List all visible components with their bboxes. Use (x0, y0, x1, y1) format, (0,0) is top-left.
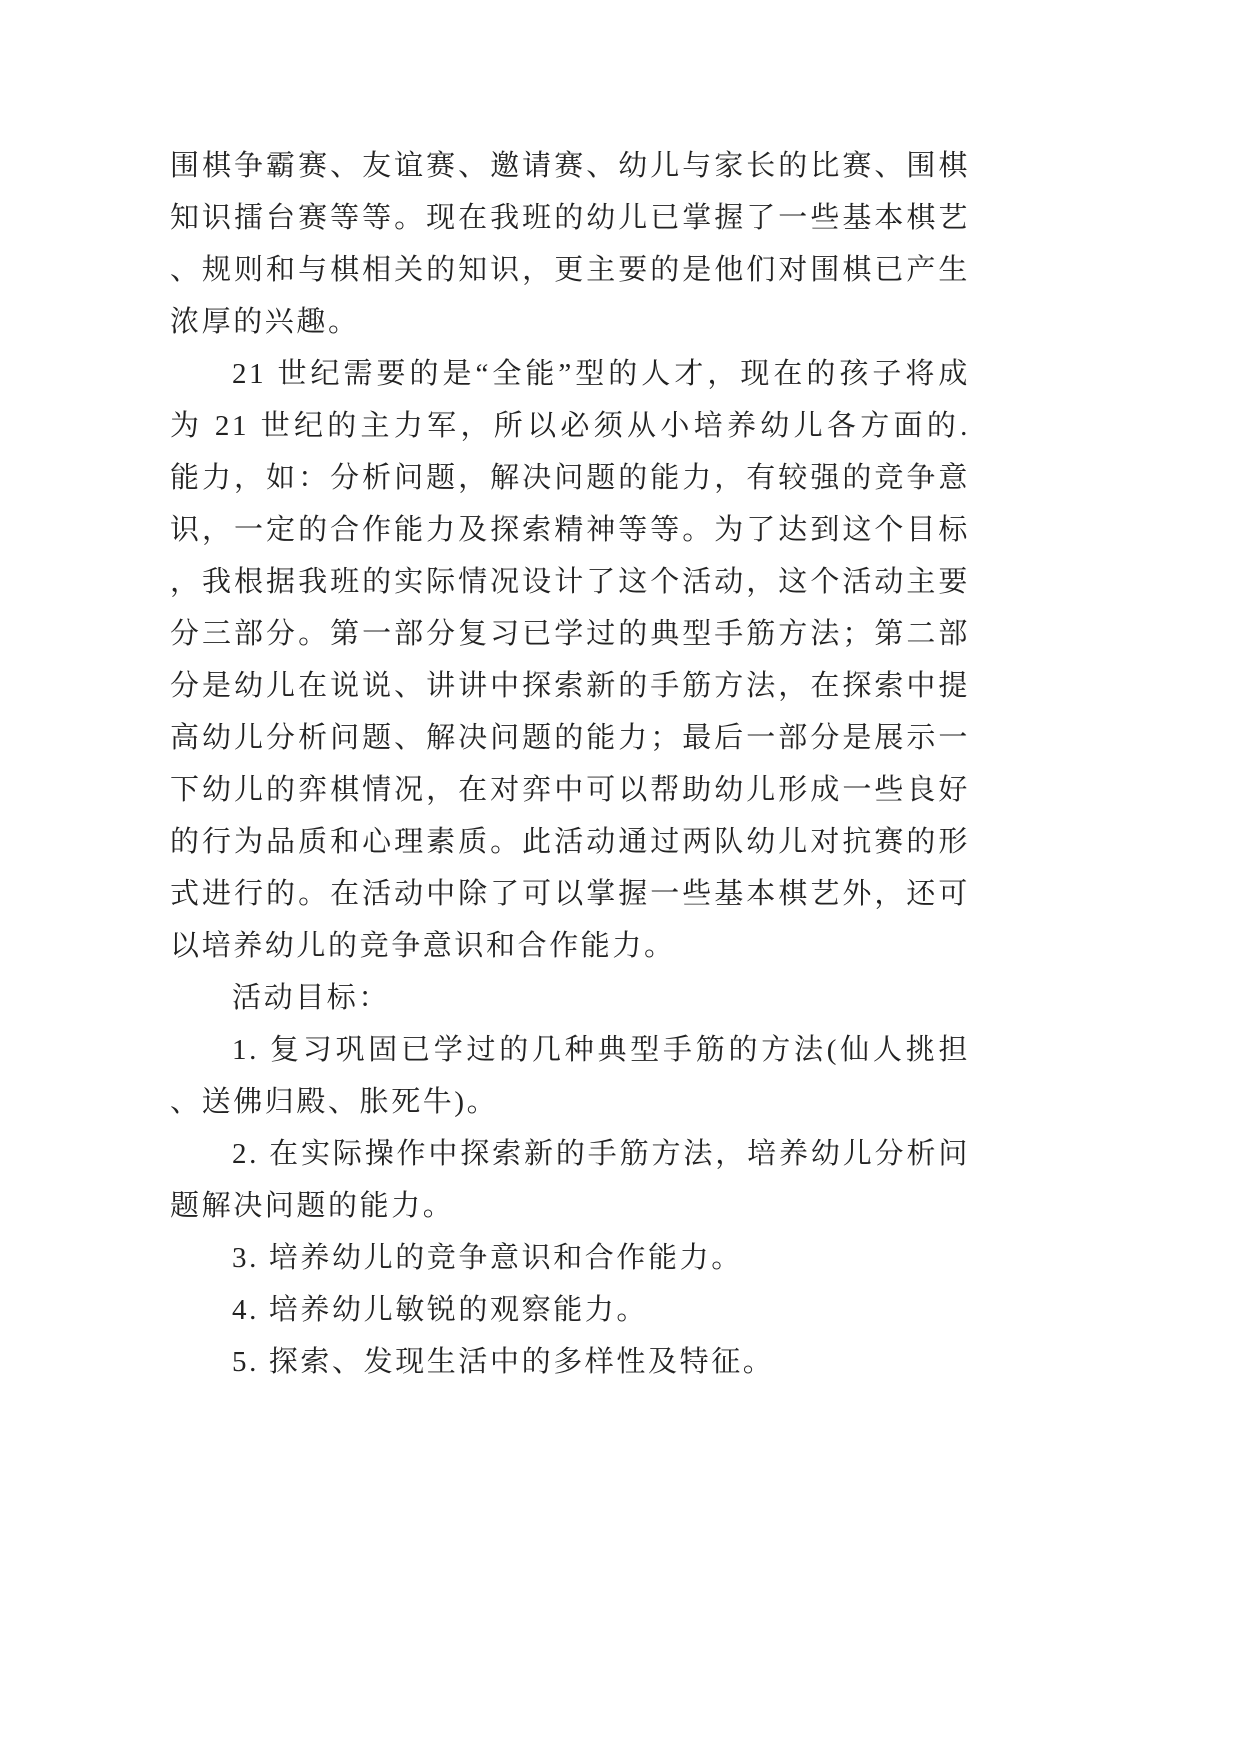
goal-item: 1. 复习巩固已学过的几种典型手筋的方法(仙人挑担、送佛归殿、胀死牛)。 (170, 1034, 970, 1118)
goal-item: 5. 探索、发现生活中的多样性及特征。 (232, 1346, 775, 1378)
goal-item: 4. 培养幼儿敏锐的观察能力。 (232, 1294, 649, 1326)
goals-heading: 活动目标： (232, 982, 391, 1014)
document-page (170, 140, 970, 1388)
goals-list (170, 1024, 970, 1388)
goal-item: 2. 在实际操作中探索新的手筋方法，培养幼儿分析问题解决问题的能力。 (170, 1138, 970, 1222)
main-paragraph: 21 世纪需要的是“全能”型的人才，现在的孩子将成为 21 世纪的主力军，所以必须从小培养幼儿各方面的. 能力，如：分析问题，解决问题的能力，有较强的竞争意识，一定的合作能力及探索精神等等。为了达到这个目标，我根据我班的实际情况设计了这个活动，这个活动主要分三部分。第一部分复习已学过的典型手筋方法；第二部分是幼儿在说说、讲讲中探索新的手筋方法，在探索中提高幼儿分析问题、解决问题的能力；最后一部分是展示一下幼儿的弈棋情况，在对弈中可以帮助幼儿形成一些良好的行为品质和心理素质。此活动通过两队幼儿对抗赛的形式进行的。在活动中除了可以掌握一些基本棋艺外，还可以培养幼儿的竞争意识和合作能力。 (170, 358, 970, 962)
goal-item: 3. 培养幼儿的竞争意识和合作能力。 (232, 1242, 743, 1274)
continuation-paragraph: 围棋争霸赛、友谊赛、邀请赛、幼儿与家长的比赛、围棋知识擂台赛等等。现在我班的幼儿已掌握了一些基本棋艺、规则和与棋相关的知识，更主要的是他们对围棋已产生浓厚的兴趣。 (170, 150, 970, 338)
